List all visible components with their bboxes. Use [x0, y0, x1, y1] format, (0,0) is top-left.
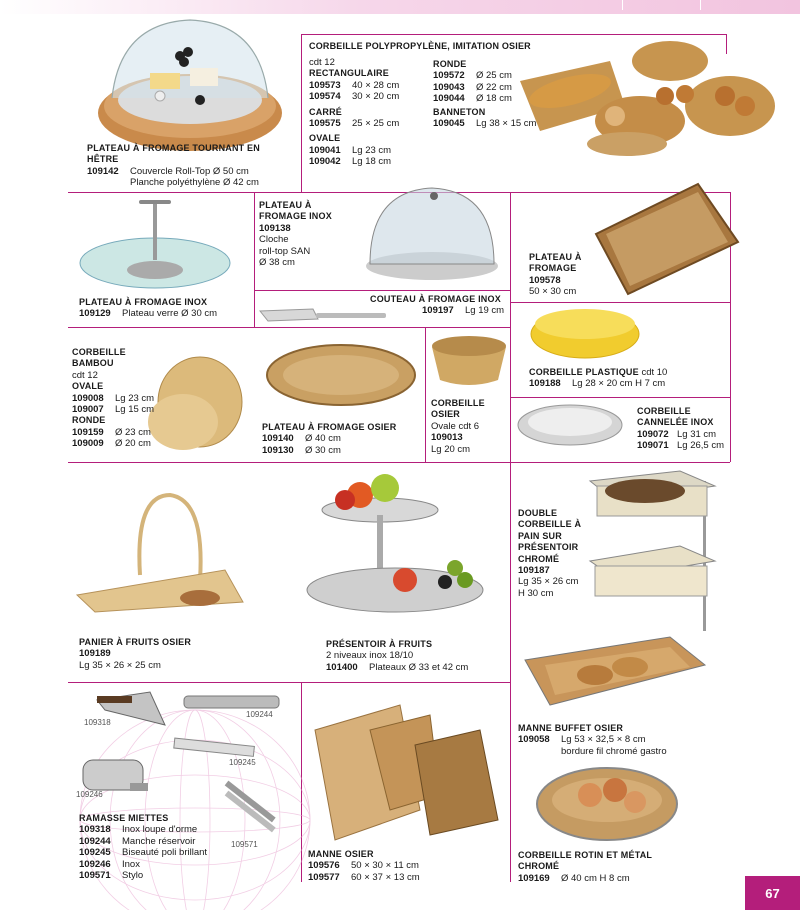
glass-cheese-board-image — [75, 198, 235, 293]
wicker-basket-image — [428, 332, 510, 387]
product-plastic-basket: CORBEILLE PLASTIQUE cdt 10 109188 Lg 28 × 20 cm H 7 cm — [529, 367, 668, 390]
divider — [510, 192, 511, 462]
product-buffet-manne: MANNE BUFFET OSIER 109058 Lg 53 × 32,5 × 8 cm bordure fil chromé gastro — [518, 723, 738, 757]
product-title: CORBEILLE CANNELÉE INOX — [637, 406, 714, 428]
product-crumb-sweepers: RAMASSE MIETTES 109318 Inox loupe d'orme 109244 Manche réservoir 109245 Biseauté poli brillant 109246 Inox 109571 Stylo — [79, 813, 259, 881]
bamboo-baskets-image — [145, 352, 245, 452]
rattan-metal-basket-image — [535, 760, 680, 848]
wicker-cheese-tray-image — [588, 182, 746, 300]
divider — [425, 327, 426, 462]
top-band — [0, 0, 800, 14]
product-title: PLATEAU À FROMAGE — [529, 252, 582, 274]
wicker-fruit-basket-image — [75, 490, 250, 615]
product-fluted-basket: CORBEILLE CANNELÉE INOX 109072 Lg 31 cm 109071 Lg 26,5 cm — [637, 406, 732, 452]
product-inox-rolltop: PLATEAU À FROMAGE INOX 109138 Cloche roll-top SAN Ø 38 cm — [259, 200, 354, 268]
product-wicker-basket: CORBEILLE OSIER Ovale cdt 6 109013 Lg 20 cm — [431, 398, 485, 455]
product-wicker-cheese-tray: PLATEAU À FROMAGE OSIER 109140 Ø 40 cm 109130 Ø 30 cm — [262, 422, 422, 456]
product-cheese-knife: COUTEAU À FROMAGE INOX 109197 Lg 19 cm — [370, 294, 510, 317]
buffet-wicker-manne-image — [520, 635, 710, 720]
page-number: 67 — [745, 876, 800, 910]
product-title: PLATEAU À FROMAGE INOX — [79, 297, 208, 307]
crumb-sweeper-label: 109244 — [246, 710, 273, 719]
product-title: CORBEILLE POLYPROPYLÈNE, IMITATION OSIER — [309, 41, 531, 51]
product-title: PLATEAU À FROMAGE OSIER — [262, 422, 397, 432]
divider — [68, 462, 730, 463]
product-title: PRÉSENTOIR À FRUITS — [326, 639, 433, 649]
product-title: CORBEILLE ROTIN ET MÉTAL CHROMÉ — [518, 850, 652, 872]
product-title: COUTEAU À FROMAGE INOX — [370, 294, 501, 304]
product-title: PLATEAU À FROMAGE INOX — [259, 200, 332, 222]
product-bamboo: CORBEILLE BAMBOU cdt 12 OVALE 109008 Lg 23 cm 109007 Lg 15 cm RONDE 109159 Ø 23 cm 109009 Ø 20 cm — [72, 347, 155, 450]
product-title: PLATEAU À FROMAGE TOURNANT EN HÊTRE — [87, 143, 260, 165]
pp-baskets-left: cdt 12 RECTANGULAIRE 109573 40 × 28 cm 109574 30 × 20 cm CARRÉ 109575 25 × 25 cm OVALE 109041 Lg 23 cm 109042 Lg 18 cm — [309, 57, 400, 168]
product-pp-baskets — [309, 41, 539, 52]
product-wicker-manne: MANNE OSIER 109576 50 × 30 × 11 cm 109577 60 × 37 × 13 cm — [308, 849, 498, 883]
product-rattan-basket: CORBEILLE ROTIN ET MÉTAL CHROMÉ 109169 Ø 40 cm H 8 cm — [518, 850, 668, 884]
crumb-sweeper-label: 109571 — [231, 840, 258, 849]
divider — [68, 327, 254, 328]
divider — [301, 34, 726, 35]
divider — [301, 34, 302, 192]
product-title: RAMASSE MIETTES — [79, 813, 169, 823]
product-roll-top-board: PLATEAU À FROMAGE TOURNANT EN HÊTRE 109142 Couvercle Roll-Top Ø 50 cm Planche polyéthylène Ø 42 cm — [87, 143, 287, 189]
crumb-sweeper-109244-image — [182, 692, 282, 712]
wicker-cheese-tray-round-image — [263, 333, 418, 408]
crumb-sweeper-label: 109245 — [229, 758, 256, 767]
divider — [510, 462, 511, 882]
product-title: CORBEILLE BAMBOU — [72, 347, 126, 369]
divider — [254, 327, 510, 328]
product-inox-glass-board: PLATEAU À FROMAGE INOX 109129 Plateau verre Ø 30 cm — [79, 297, 254, 320]
product-title: CORBEILLE PLASTIQUE — [529, 367, 639, 377]
cheese-knife-image — [258, 305, 388, 325]
divider — [254, 192, 255, 327]
product-fruit-stand: PRÉSENTOIR À FRUITS 2 niveaux inox 18/10 101400 Plateaux Ø 33 et 42 cm — [326, 639, 506, 673]
product-title: CORBEILLE OSIER — [431, 398, 485, 420]
product-wicker-tray: PLATEAU À FROMAGE 109578 50 × 30 cm — [529, 252, 589, 298]
product-fruit-basket: PANIER À FRUITS OSIER 109189 Lg 35 × 26 × 25 cm — [79, 637, 279, 671]
pp-baskets-right: RONDE 109572 Ø 25 cm 109043 Ø 22 cm 109044 Ø 18 cm BANNETON 109045 Lg 38 × 15 cm — [433, 59, 537, 130]
bread-baskets-image — [515, 36, 780, 156]
divider — [254, 290, 510, 291]
fruit-stand-image — [305, 470, 490, 630]
inox-roll-top-dome-image — [362, 176, 502, 286]
fluted-inox-basket-image — [515, 400, 625, 450]
crumb-sweeper-label: 109318 — [84, 718, 111, 727]
crumb-sweeper-109245-image — [172, 738, 257, 758]
roll-top-cheese-board-image — [90, 18, 290, 153]
wicker-mannes-image — [310, 700, 500, 845]
double-bread-basket-image — [585, 466, 725, 636]
product-title: DOUBLE CORBEILLE À PAIN SUR PRÉSENTOIR CHROMÉ — [518, 508, 582, 564]
product-title: PANIER À FRUITS OSIER — [79, 637, 192, 647]
plastic-basket-image — [528, 302, 643, 362]
product-double-basket: DOUBLE CORBEILLE À PAIN SUR PRÉSENTOIR CHROMÉ 109187 Lg 35 × 26 cm H 30 cm — [518, 508, 588, 599]
divider — [68, 682, 510, 683]
crumb-sweeper-label: 109246 — [76, 790, 103, 799]
divider — [510, 397, 730, 398]
product-title: MANNE OSIER — [308, 849, 374, 859]
product-title: MANNE BUFFET OSIER — [518, 723, 624, 733]
